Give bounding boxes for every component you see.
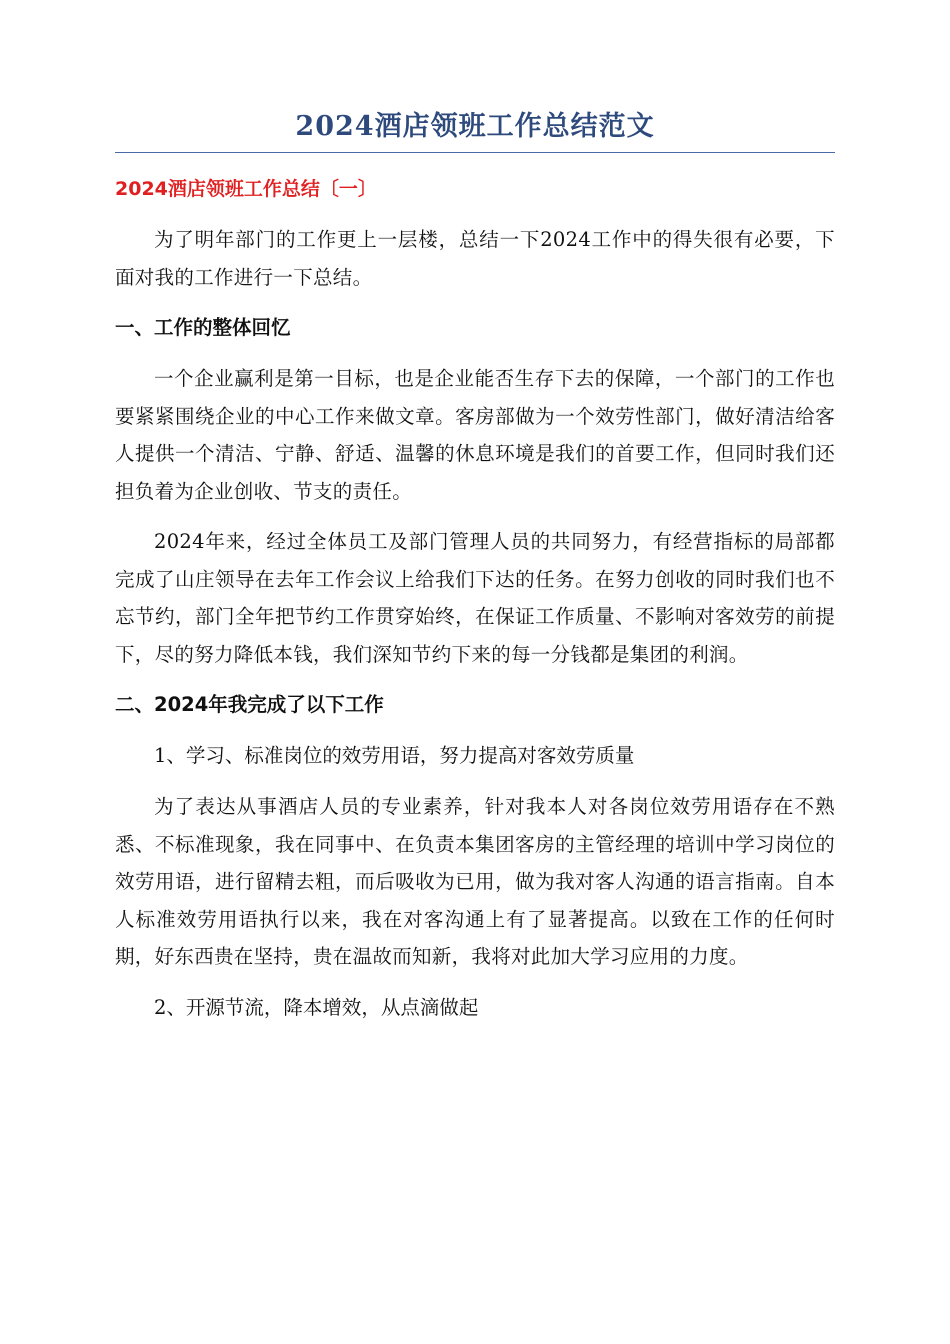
section2-item2-title: 2、开源节流，降本增效，从点滴做起 (154, 995, 479, 1019)
section1-paragraph-2: 2024年来，经过全体员工及部门管理人员的共同努力，有经营指标的局部都完成了山庄领导在去年工作会议上给我们下达的任务。在努力创收的同时我们也不忘节约，部门全年把节约工作贯穿始终，在保证工作质量、不影响对客效劳的前提下，尽的努力降低本钱，我们深知节约下来的每一分钱都是集团的利润。 (115, 530, 835, 666)
section1-paragraph-1: 一个企业赢利是第一目标，也是企业能否生存下去的保障，一个部门的工作也要紧紧围绕企业的中心工作来做文章。客房部做为一个效劳性部门，做好清洁给客人提供一个清洁、宁静、舒适、温馨的休息环境是我们的首要工作，但同时我们还担负着为企业创收、节支的责任。 (115, 367, 835, 503)
section-subtitle: 2024酒店领班工作总结〔一〕 (115, 178, 377, 200)
document-page (115, 110, 835, 1040)
section1-heading: 一、工作的整体回忆 (115, 316, 291, 339)
title-divider (115, 152, 835, 153)
section2-heading: 二、2024年我完成了以下工作 (115, 693, 384, 716)
section2-item1-body: 为了表达从事酒店人员的专业素养，针对我本人对各岗位效劳用语存在不熟悉、不标准现象，我在同事中、在负责本集团客房的主管经理的培训中学习岗位的效劳用语，进行留精去粗，而后吸收为已用，做为我对客人沟通的语言指南。自本人标准效劳用语执行以来，我在对客沟通上有了显著提高。以致在工作的任何时期，好东西贵在坚持，贵在温故而知新，我将对此加大学习应用的力度。 (115, 795, 835, 968)
intro-paragraph: 为了明年部门的工作更上一层楼，总结一下2024工作中的得失很有必要，下面对我的工作进行一下总结。 (115, 228, 835, 289)
document-title: 2024酒店领班工作总结范文 (295, 111, 655, 142)
section2-item1-title: 1、学习、标准岗位的效劳用语，努力提高对客效劳质量 (154, 744, 635, 767)
